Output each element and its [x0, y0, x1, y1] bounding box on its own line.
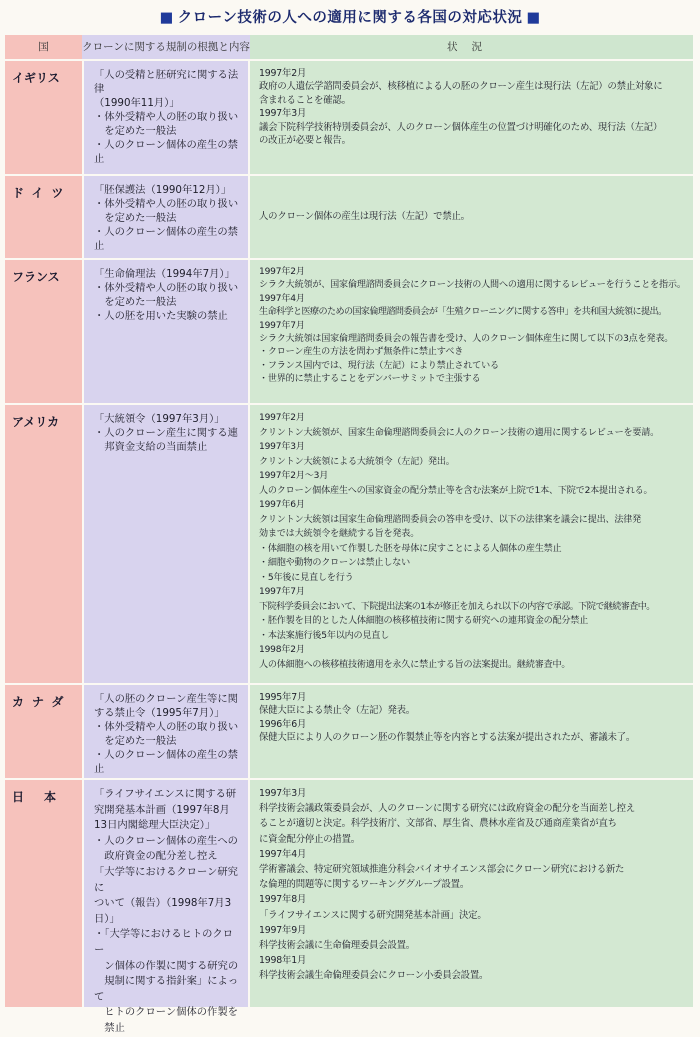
country-canada: カナダ: [5, 685, 82, 778]
situation-line: 1997年9月: [259, 924, 307, 936]
rule-line: ・人のクローン個体の産生の禁止: [94, 139, 238, 165]
rule-line: ン個体の作製に関する研究の: [94, 959, 239, 972]
situation-line: ・クローン産生の方法を問わず無条件に禁止すべき: [259, 347, 464, 358]
rule-line: ・体外受精や人の胚の取り扱い: [94, 198, 239, 210]
situation-line: 1997年4月: [259, 293, 305, 304]
rule-line: を定めた一般法: [94, 296, 177, 308]
situation-line: 1998年1月: [259, 955, 307, 967]
rule-line: ついて（報告）（1998年7月3日）」: [94, 897, 232, 925]
rule-line: ・「大学等におけるヒトのクロー: [94, 928, 234, 956]
situation-line: の改正が必要と報告。: [259, 135, 351, 147]
situation-line: 学術審議会、特定研究領域推進分科会バイオサイエンス部会にクローン研究における新た: [259, 864, 625, 876]
situation-line: クリントン大統領による大統領令（左記）発出。: [259, 456, 455, 467]
square-bullet-icon: ■: [159, 10, 174, 26]
situation-line: 1997年2月: [259, 413, 305, 423]
rule-line: を定めた一般法: [94, 125, 177, 137]
rule-line: （1990年11月）」: [94, 97, 180, 109]
situation-line: 1997年2月: [259, 267, 305, 277]
rule-line: ・人の胚を用いた実験の禁止: [94, 310, 228, 322]
situation-line: な倫理的問題等に関するワーキンググループ設置。: [259, 879, 469, 891]
situation-line: 1996年6月: [259, 718, 307, 730]
title-text: クローン技術の人への適用に関する各国の対応状況: [177, 10, 523, 26]
situation-uk: [250, 61, 693, 174]
situation-line: シラク大統領が、国家倫理諮問委員会にクローン技術の人間への適用に関するレビューを行うことを指示。: [259, 280, 686, 291]
situation-line: 1997年6月: [259, 500, 305, 510]
situation-usa: [250, 405, 693, 683]
situation-line: 1997年2月: [259, 68, 307, 79]
situation-line: ・本法案施行後5年以内の見直し: [259, 630, 390, 641]
rule-line: ・人のクローン産生に関する連: [94, 427, 238, 439]
rule-line: ヒトのクローン個体の作製を: [94, 1006, 238, 1019]
rules-uk: [82, 61, 250, 174]
situation-line: ・胚作製を目的とした人体細胞の核移植技術に関する研究への連邦資金の配分禁止: [259, 616, 589, 626]
situation-line: ・体細胞の核を用いて作製した胚を母体に戻すことによる人個体の産生禁止: [259, 543, 562, 554]
rule-line: 「生命倫理法（1994年7月）」: [94, 268, 235, 280]
situation-line: 1997年2月～3月: [259, 471, 329, 481]
rules-france: [82, 260, 250, 403]
rule-line: 「大統領令（1997年3月）」: [94, 413, 225, 425]
country-france: フランス: [5, 260, 82, 403]
situation-line: 人のクローン個体産生への国家資金の配分禁止等を含む法案が上院で1本、下院で2本提出される。: [259, 485, 653, 496]
rule-line: 禁止: [94, 1021, 125, 1034]
rule-line: ・体外受精や人の胚の取り扱い: [94, 111, 239, 123]
situation-line: 1997年7月: [259, 587, 305, 597]
situation-line: 人のクローン個体の産生は現行法（左記）で禁止。: [259, 211, 470, 223]
rules-usa: [82, 405, 250, 683]
header-rules: クローンに関する規制の根拠と内容: [82, 35, 250, 59]
rule-line: ・体外受精や人の胚の取り扱い: [94, 721, 239, 733]
page-title: [0, 0, 700, 36]
situation-line: 含まれることを確認。: [259, 94, 351, 106]
situation-line: 下院科学委員会において、下院提出法案の1本が修正を加えられ以下の内容で承認。下院で継続審査中。: [259, 601, 655, 612]
situation-line: 1997年3月: [259, 788, 307, 799]
situation-line: 保健大臣による禁止令（左記）発表。: [259, 705, 415, 717]
situation-line: 1997年4月: [259, 848, 307, 860]
situation-line: 生命科学と医療のための国家倫理諮問委員会が「生殖クローニングに関する答申」を共和国大統領に提出。: [259, 307, 667, 318]
situation-line: 1997年8月: [259, 894, 307, 906]
situation-line: 人の体細胞への核移植技術適用を永久に禁止する旨の法案提出。継続審査中。: [259, 659, 571, 670]
situation-line: 1995年7月: [259, 692, 307, 703]
situation-line: 科学技術会議に生命倫理委員会設置。: [259, 940, 415, 952]
situation-line: 1997年7月: [259, 320, 305, 331]
country-germany: ドイツ: [5, 176, 82, 258]
situation-canada: [250, 685, 693, 778]
comparison-table: [5, 35, 693, 1034]
situation-line: 効までは大統領令を継続する旨を発表。: [259, 529, 420, 539]
situation-france: [250, 260, 693, 403]
rules-germany: [82, 176, 250, 258]
situation-line: 政府の人遺伝学諮問委員会が、核移植による人の胚のクローン産生は現行法（左記）の禁止対象に: [259, 81, 663, 93]
situation-line: ・世界的に禁止することをデンバーサミットで主張する: [259, 374, 481, 385]
rule-line: 「ライフサイエンスに関する研: [94, 788, 237, 800]
country-uk: イギリス: [5, 61, 82, 174]
rule-line: する禁止令（1995年7月）」: [94, 707, 225, 719]
rule-line: 「大学等におけるクローン研究に: [94, 865, 238, 894]
rules-canada: [82, 685, 250, 778]
header-situation: 状況: [250, 35, 693, 59]
situation-japan: [250, 780, 693, 1007]
rule-line: 「人の受精と胚研究に関する法律: [94, 69, 239, 95]
situation-line: に資金配分停止の措置。: [259, 833, 360, 845]
header-country: 国: [5, 35, 82, 59]
rule-line: 「胚保護法（1990年12月）」: [94, 184, 232, 196]
situation-line: ・5年後に見直しを行う: [259, 572, 354, 583]
situation-line: 「ライフサイエンスに関する研究開発基本計画」決定。: [259, 909, 487, 921]
rule-line: 究開発基本計画（1997年8月: [94, 803, 230, 816]
rule-line: 13日内閣総理大臣決定）」: [94, 819, 216, 832]
rule-line: を定めた一般法: [94, 735, 177, 747]
situation-line: 議会下院科学技術特別委員会が、人のクローン個体産生の位置づけ明確化のため、現行法（左記）: [259, 121, 663, 133]
situation-line: クリントン大統領が、国家生命倫理諮問委員会に人のクローン技術の適用に関するレビューを要請。: [259, 427, 660, 438]
rule-line: 政府資金の配分差し控え: [94, 850, 218, 863]
rule-line: 規制に関する指針案」によって: [94, 975, 239, 1003]
situation-germany: [250, 176, 693, 258]
rule-line: ・人のクローン個体の産生の禁止: [94, 226, 238, 252]
situation-line: クリントン大統領は国家生命倫理諮問委員会の答申を受け、以下の法律案を議会に提出、法律発: [259, 514, 642, 525]
rule-line: ・人のクローン個体の産生の禁止: [94, 749, 238, 775]
situation-line: ・細胞や動物のクローンは禁止しない: [259, 558, 411, 568]
situation-line: ・フランス国内では、現行法（左記）により禁止されている: [259, 360, 499, 371]
country-japan: 日本: [5, 780, 82, 1007]
situation-line: 1998年2月: [259, 645, 305, 655]
rule-line: ・体外受精や人の胚の取り扱い: [94, 282, 239, 294]
rule-line: 「人の胚のクローン産生等に関: [94, 693, 238, 705]
situation-line: 1997年3月: [259, 108, 307, 120]
square-bullet-icon: ■: [526, 10, 541, 26]
situation-line: 科学技術会議生命倫理委員会にクローン小委員会設置。: [259, 970, 489, 982]
situation-line: ることが適切と決定。科学技術庁、文部省、厚生省、農林水産省及び通商産業省が直ち: [259, 818, 617, 830]
rule-line: を定めた一般法: [94, 212, 177, 224]
situation-line: 保健大臣により人のクローン胚の作製禁止等を内容とする法案が提出されたが、審議未了。: [259, 732, 635, 744]
rule-line: 邦資金支給の当面禁止: [94, 441, 208, 453]
situation-line: 科学技術会議政策委員会が、人のクローンに関する研究には政府資金の配分を当面差し控え: [259, 803, 635, 815]
rules-japan: [82, 780, 250, 1034]
rule-line: ・人のクローン個体の産生への: [94, 834, 238, 847]
situation-line: シラク大統領は国家倫理諮問委員会の報告書を受け、人のクローン個体産生に関して以下の3点を発表。: [259, 334, 674, 345]
country-usa: アメリカ: [5, 405, 82, 683]
situation-line: 1997年3月: [259, 442, 305, 452]
